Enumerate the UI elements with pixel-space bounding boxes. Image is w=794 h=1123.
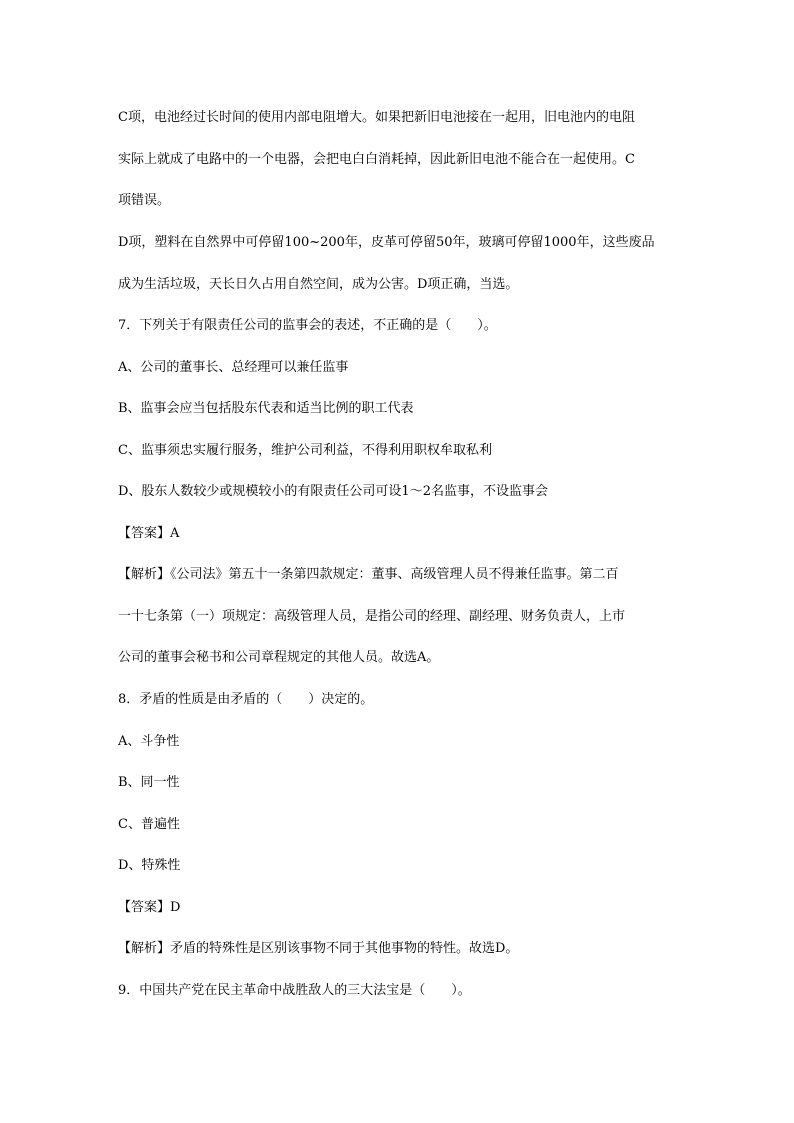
- question-7-option-b: B、监事会应当包括股东代表和适当比例的职工代表: [118, 401, 414, 416]
- question-7-analysis: 【解析】《公司法》第五十一条第四款规定：董事、高级管理人员不得兼任监事。第二百: [118, 567, 619, 582]
- question-7: 7．下列关于有限责任公司的监事会的表述，不正确的是（ ）。: [118, 318, 497, 333]
- question-8: 8．矛盾的性质是由矛盾的（ ）决定的。: [118, 692, 374, 707]
- question-8-option-a: A、斗争性: [118, 734, 180, 749]
- question-8-option-b: B、同一性: [118, 775, 180, 790]
- question-7-analysis-cont: 一十七条第（一）项规定：高级管理人员，是指公司的经理、副经理、财务负责人，上市: [118, 609, 626, 624]
- question-7-option-d: D、股东人数较少或规模较小的有限责任公司可设1～2名监事，不设监事会: [118, 484, 548, 499]
- question-7-analysis-end: 公司的董事会秘书和公司章程规定的其他人员。故选A。: [118, 650, 440, 665]
- text-line-option-d-explanation: D项，塑料在自然界中可停留100~200年，皮革可停留50年，玻璃可停留1000年，这些废品: [118, 235, 655, 250]
- text-line-option-c-conclusion: 项错误。: [118, 193, 171, 208]
- question-8-analysis: 【解析】矛盾的特殊性是区别该事物不同于其他事物的特性。故选D。: [118, 941, 519, 956]
- question-7-option-a: A、公司的董事长、总经理可以兼任监事: [118, 360, 349, 375]
- text-line-option-c-explanation-cont: 实际上就成了电路中的一个电器，会把电白白消耗掉，因此新旧电池不能合在一起使用。C: [118, 152, 635, 167]
- question-8-option-c: C、普遍性: [118, 817, 180, 832]
- question-8-answer: 【答案】D: [118, 900, 181, 915]
- question-8-option-d: D、特殊性: [118, 858, 181, 873]
- text-line-option-c-explanation: C项，电池经过长时间的使用内部电阻增大。如果把新旧电池接在一起用，旧电池内的电阻: [118, 110, 635, 125]
- question-7-answer: 【答案】A: [118, 526, 180, 541]
- text-line-option-d-conclusion: 成为生活垃圾，天长日久占用自然空间，成为公害。D项正确，当选。: [118, 277, 519, 292]
- question-7-option-c: C、监事须忠实履行服务，维护公司利益，不得利用职权牟取私利: [118, 443, 492, 458]
- question-9: 9．中国共产党在民主革命中战胜敌人的三大法宝是（ ）。: [118, 983, 471, 998]
